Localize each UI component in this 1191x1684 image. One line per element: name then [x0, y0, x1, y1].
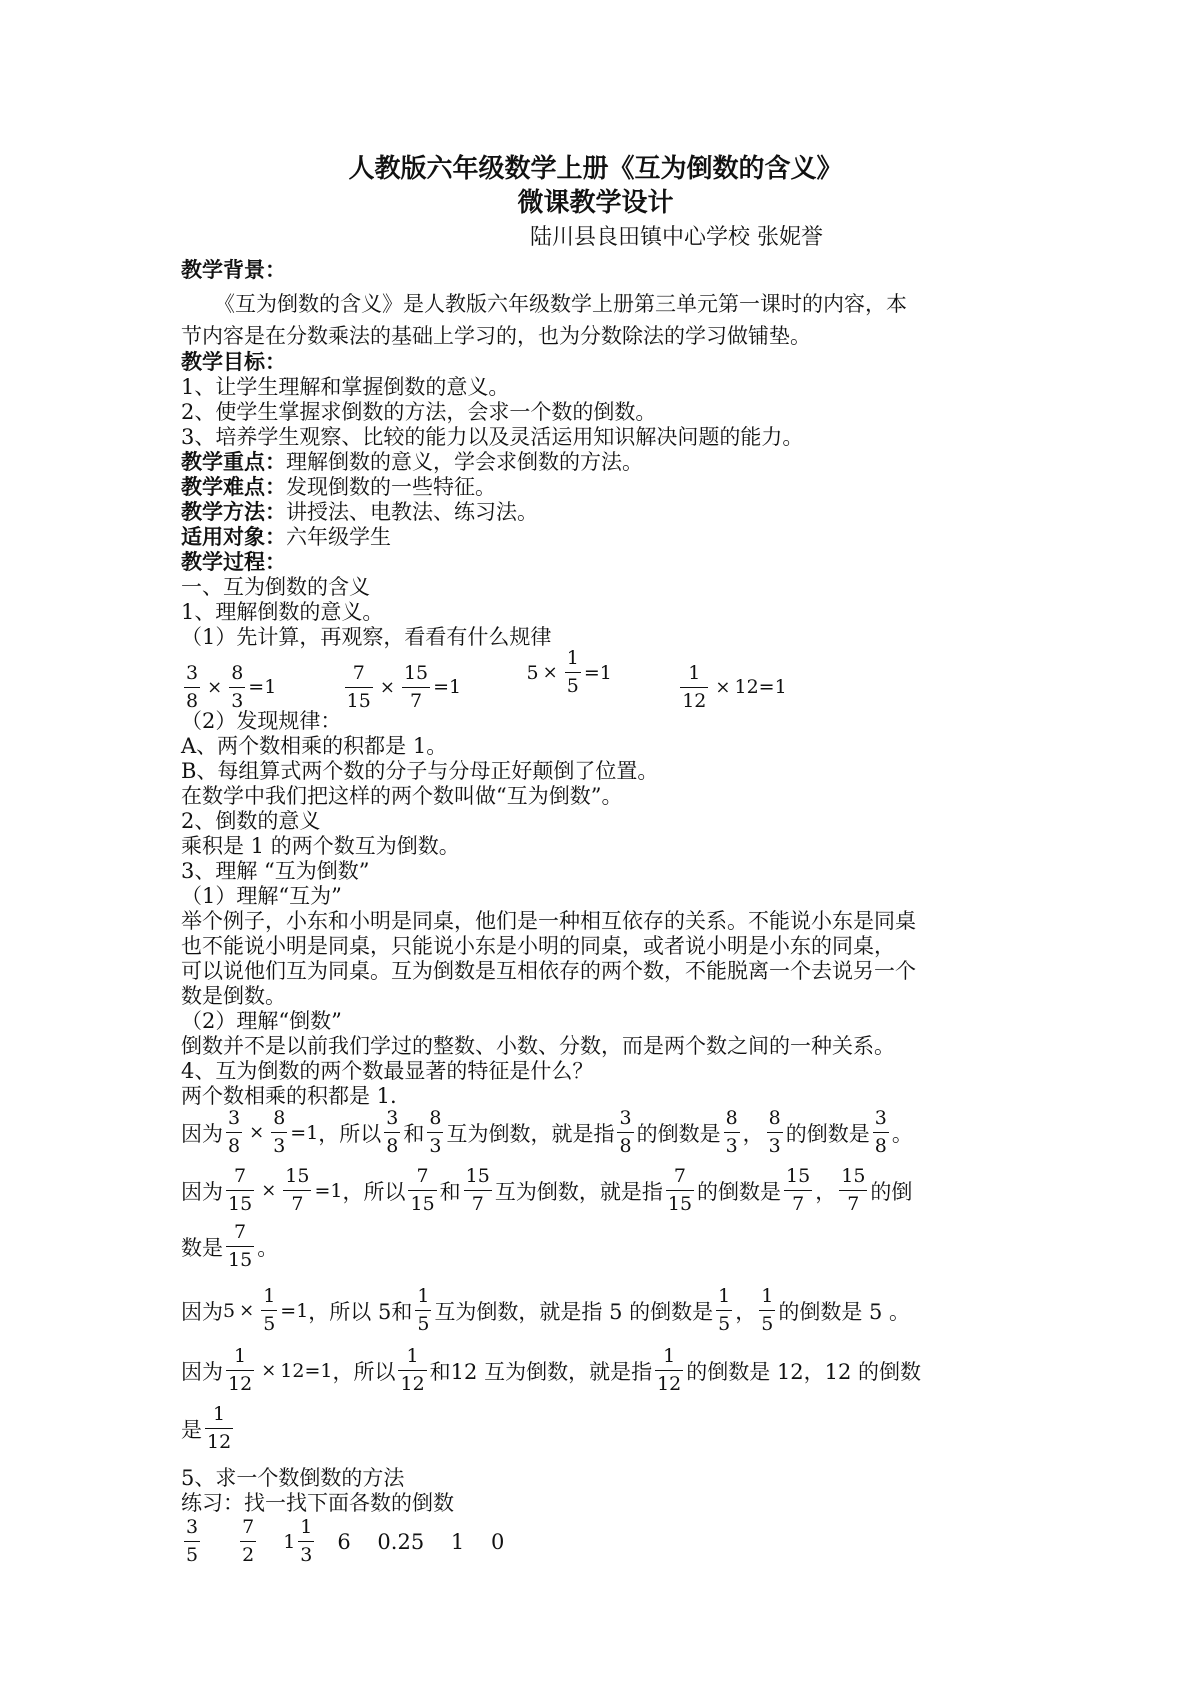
fraction: $\frac{15}{7}$: [403, 661, 429, 712]
explain-line-1: 因为 $\frac{3}{8}$ × $\frac{8}{3}$ =1 ，所以 $\frac{3}{8}$ 和 $\frac{8}{3}$ 互为倒数，就是指 $\frac{3}{8}$ 的倒数是 $\frac{8}{3}$ ， $\frac{8}{3}$ 的倒数是 $\frac{3}{8}$ 。: [181, 1107, 913, 1157]
fraction: $\frac{3}{8}$: [228, 1107, 241, 1157]
goal-item: 2、使学生掌握求倒数的方法，会求一个数的倒数。: [181, 400, 657, 424]
fraction: $\frac{15}{7}$: [841, 1165, 866, 1215]
fraction: $\frac{1}{5}$: [417, 1285, 430, 1335]
para-line: 可以说他们互为同桌。互为倒数是互相依存的两个数，不能脱离一个去说另一个: [181, 959, 916, 983]
fraction: $\frac{1}{12}$: [207, 1403, 232, 1453]
equation-b: $\frac{7}{15}$ × $\frac{15}{7}$ =1: [346, 661, 462, 712]
doc-subtitle: 微课教学设计: [517, 188, 674, 218]
fraction: $\frac{8}{3}$: [273, 1107, 286, 1157]
section-4-text: 两个数相乘的积都是 1.: [181, 1084, 397, 1108]
rule-c: 在数学中我们把这样的两个数叫做“互为倒数”。: [181, 784, 623, 808]
fraction: $\frac{8}{3}$: [768, 1107, 781, 1157]
para-line: 也不能说小明是同桌，只能说小东是小明的同桌，或者说小明是小东的同桌，: [181, 934, 895, 958]
fraction: $\frac{15}{7}$: [786, 1165, 811, 1215]
para-line: 举个例子，小东和小明是同桌，他们是一种相互依存的关系。不能说小东是同桌: [181, 909, 916, 933]
explain-line-4b: 是 $\frac{1}{12}$: [181, 1403, 232, 1453]
fraction: $\frac{1}{5}$: [263, 1285, 276, 1335]
author-line: 陆川县良田镇中心学校 张妮誉: [530, 225, 823, 250]
audience-text: 六年级学生: [286, 525, 391, 549]
difficulty-line: [181, 473, 496, 501]
explain-line-4: 因为 $\frac{1}{12}$ × 12 =1 ，所以 $\frac{1}{12}$ 和12 互为倒数，就是指 $\frac{1}{12}$ 的倒数是 12，12 的倒数: [181, 1345, 922, 1395]
fraction: $\frac{1}{3}$: [300, 1516, 313, 1566]
fraction: $\frac{3}{8}$: [386, 1107, 399, 1157]
para-line: 数是倒数。: [181, 984, 286, 1008]
fraction: $\frac{7}{15}$: [346, 661, 371, 712]
fraction: $\frac{7}{15}$: [667, 1165, 693, 1215]
fraction: $\frac{7}{15}$: [228, 1165, 253, 1215]
fraction: $\frac{3}{8}$: [619, 1107, 632, 1157]
explain-line-2: 因为 $\frac{7}{15}$ × $\frac{15}{7}$ =1 ，所以 $\frac{7}{15}$ 和 $\frac{15}{7}$ 互为倒数，就是指 $\frac{7}{15}$ 的倒数是 $\frac{15}{7}$ ， $\frac{15}{7}$ 的倒: [181, 1165, 913, 1215]
heading-goals: 教学目标：: [181, 350, 286, 374]
practice-integers: 6 0.25 1 0: [337, 1529, 505, 1554]
section-4: 4、互为倒数的两个数最显著的特征是什么？: [181, 1059, 594, 1083]
practice-numbers: $\frac{3}{5}$ $\frac{7}{2}$ 1 $\frac{1}{3}$ 6 0.25 1 0: [186, 1516, 505, 1566]
method-line: [181, 498, 538, 526]
heading-process: 教学过程：: [181, 550, 286, 574]
practice-prompt: 练习：找一找下面各数的倒数: [181, 1491, 454, 1515]
fraction: $\frac{3}{8}$: [186, 661, 199, 712]
fraction: $\frac{1}{5}$: [566, 647, 579, 697]
fraction: $\frac{15}{7}$: [465, 1165, 490, 1215]
section-1-1a: （1）先计算，再观察，看看有什么规律: [181, 625, 552, 649]
audience-label: 适用对象：: [181, 525, 286, 549]
background-para-2: 节内容是在分数乘法的基础上学习的，也为分数除法的学习做铺垫。: [181, 324, 811, 348]
fraction: $\frac{1}{12}$: [400, 1345, 425, 1395]
rule-b: B、每组算式两个数的分子与分母正好颠倒了位置。: [181, 759, 659, 783]
section-3-1: （1）理解“互为”: [181, 884, 342, 908]
fraction: $\frac{1}{12}$: [657, 1345, 682, 1395]
difficulty-label: 教学难点：: [181, 475, 286, 499]
equation-d: $\frac{1}{12}$ × 12 =1: [682, 661, 787, 712]
fraction: $\frac{7}{15}$: [228, 1221, 253, 1271]
fraction: $\frac{8}{3}$: [429, 1107, 442, 1157]
section-2: 2、倒数的意义: [181, 809, 321, 833]
fraction: $\frac{1}{12}$: [228, 1345, 253, 1395]
equation-row: [181, 648, 787, 712]
fraction: $\frac{1}{5}$: [761, 1285, 774, 1335]
fraction: $\frac{7}{2}$: [242, 1516, 255, 1566]
rule-a: A、两个数相乘的积都是 1。: [181, 734, 448, 758]
background-para-1: 《互为倒数的含义》是人教版六年级数学上册第三单元第一课时的内容，本: [214, 292, 907, 316]
key-point-text: 理解倒数的意义，学会求倒数的方法。: [286, 450, 643, 474]
explain-line-2b: 数是 $\frac{7}{15}$ 。: [181, 1221, 279, 1271]
section-3: 3、理解 “互为倒数”: [181, 859, 370, 883]
method-text: 讲授法、电教法、练习法。: [286, 500, 538, 524]
key-point-line: [181, 448, 643, 476]
equation-a: $\frac{3}{8}$ × $\frac{8}{3}$ =1: [186, 661, 277, 712]
fraction: $\frac{1}{12}$: [682, 661, 707, 712]
section-3-2: （2）理解“倒数”: [181, 1009, 342, 1033]
fraction: $\frac{3}{5}$: [186, 1516, 199, 1566]
key-point-label: 教学重点：: [181, 450, 286, 474]
section-3-2-text: 倒数并不是以前我们学过的整数、小数、分数，而是两个数之间的一种关系。: [181, 1034, 895, 1058]
fraction: $\frac{8}{3}$: [231, 661, 244, 712]
method-label: 教学方法：: [181, 500, 286, 524]
fraction: $\frac{8}{3}$: [725, 1107, 738, 1157]
equation-c: 5 × $\frac{1}{5}$ =1: [526, 647, 612, 697]
section-5: 5、求一个数倒数的方法: [181, 1466, 405, 1490]
fraction: $\frac{7}{15}$: [410, 1165, 435, 1215]
explain-line-3: 因为 5 × $\frac{1}{5}$ =1 ，所以 5和 $\frac{1}{5}$ 互为倒数，就是指 5 的倒数是 $\frac{1}{5}$ ， $\frac{1}{5}$ 的倒数是 5 。: [181, 1285, 911, 1335]
section-2-text: 乘积是 1 的两个数互为倒数。: [181, 834, 460, 858]
section-1-1b: （2）发现规律：: [181, 709, 342, 733]
goal-item: 3、培养学生观察、比较的能力以及灵活运用知识解决问题的能力。: [181, 425, 804, 449]
audience-line: [181, 523, 391, 551]
section-1-title: 一、互为倒数的含义: [181, 575, 370, 599]
section-1-1: 1、理解倒数的意义。: [181, 600, 384, 624]
fraction: $\frac{1}{5}$: [718, 1285, 731, 1335]
fraction: $\frac{15}{7}$: [285, 1165, 310, 1215]
fraction: $\frac{3}{8}$: [874, 1107, 887, 1157]
doc-title: 人教版六年级数学上册《互为倒数的含义》: [348, 154, 843, 184]
difficulty-text: 发现倒数的一些特征。: [286, 475, 496, 499]
goal-item: 1、让学生理解和掌握倒数的意义。: [181, 375, 510, 399]
heading-background: 教学背景：: [181, 258, 286, 282]
